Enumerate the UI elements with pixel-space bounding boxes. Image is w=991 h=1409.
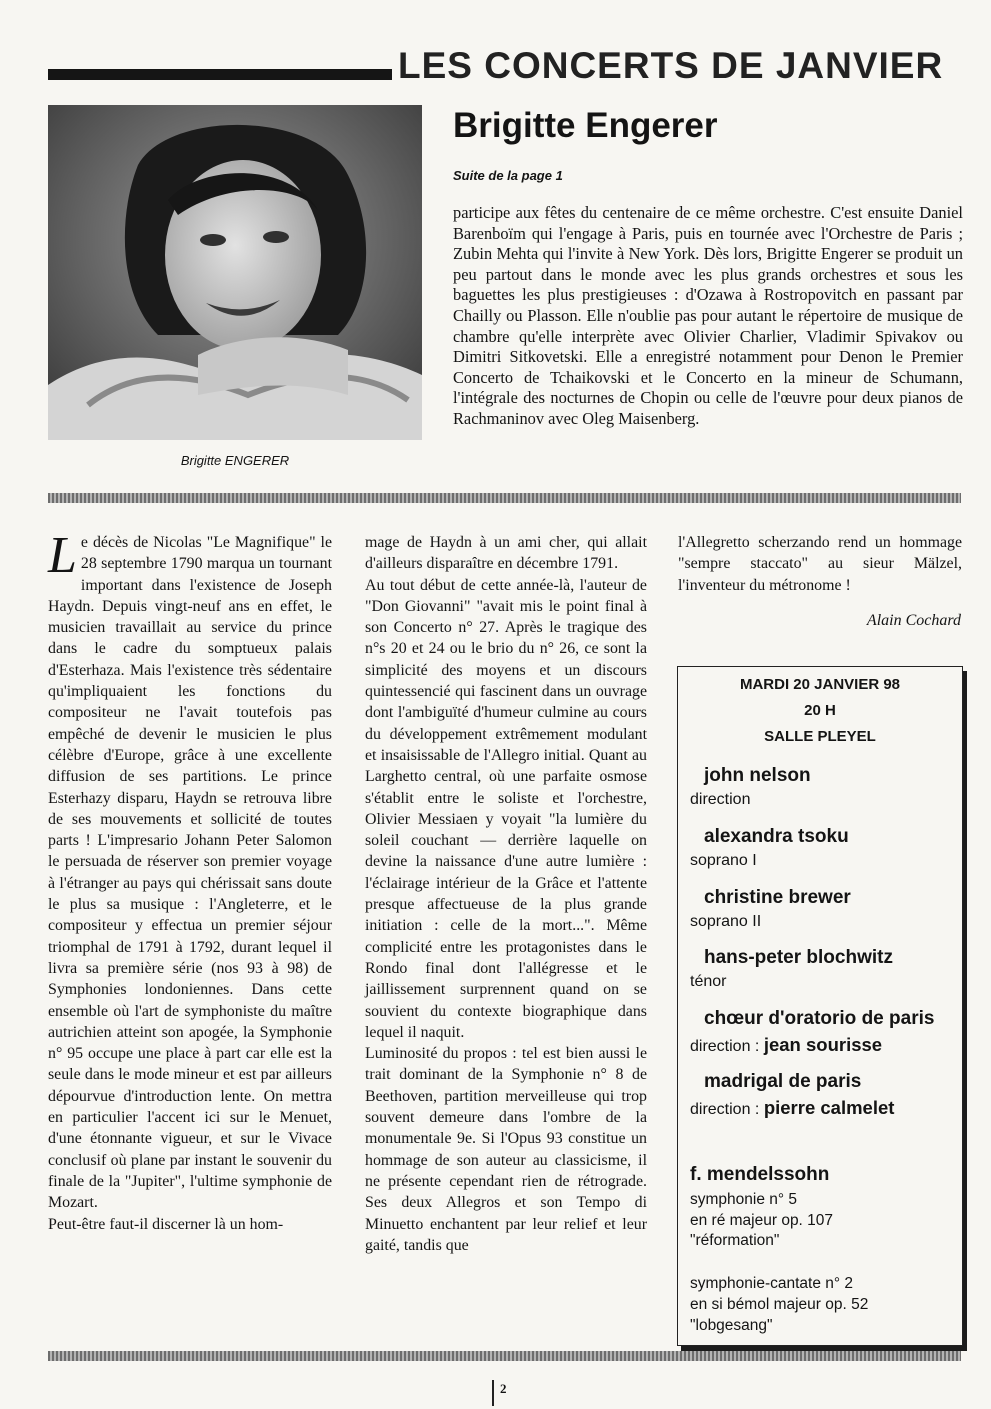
performer-role: soprano I	[690, 852, 757, 869]
concert-date: MARDI 20 JANVIER 98	[739, 676, 901, 693]
performer-role: direction	[690, 791, 751, 808]
work-line: "réformation"	[690, 1232, 780, 1249]
concert-venue: SALLE PLEYEL	[764, 728, 876, 745]
author-signature: Alain Cochard	[866, 612, 961, 629]
performer-name: chœur d'oratorio de paris	[704, 1008, 935, 1029]
photo-caption: Brigitte ENGERER	[180, 453, 290, 468]
text-column-2	[365, 532, 647, 1256]
performer-name: alexandra tsoku	[704, 826, 849, 847]
performer-role	[690, 1097, 894, 1119]
role-label: direction :	[690, 1101, 760, 1118]
performer-role: ténor	[690, 973, 727, 990]
continued-note: Suite de la page 1	[453, 168, 563, 183]
work-line: en si bémol majeur op. 52	[690, 1296, 869, 1313]
section-divider	[48, 493, 961, 503]
section-title: LES CONCERTS DE JANVIER	[398, 45, 944, 86]
intro-paragraph: participe aux fêtes du centenaire de ce même orchestre. C'est ensuite Daniel Barenboïm qui l'engage à Paris, puis en tournée avec l'Orchestre de Paris ; Zubin Mehta qui l'invite à New York. Dès lors, Brigitte Engerer se produit un peu partout dans le monde avec les plus grands orchestres et sous les baguettes les plus prestigieuses : d'Ozawa à Rostropovitch en passant par Chailly ou Plasson. Elle n'oublie pas pour autant le répertoire de musique de chambre qu'elle interprète avec Olivier Charlier, Vladimir Spivakov ou Dimitri Sitkovetski. Elle a enregistré notamment pour Denon le Premier Concerto de Tchaikovski et le Concerto en la mineur de Schumann, l'intégrale des nocturnes de Chopin ou celle de l'œuvre pour deux pianos de Rachmaninov avec Oleg Maisenberg.	[453, 203, 963, 428]
performer-role	[690, 1034, 882, 1056]
header-rule	[48, 69, 392, 80]
portrait-photo	[48, 105, 422, 440]
composer-name: f. mendelssohn	[690, 1164, 830, 1185]
role-person: pierre calmelet	[763, 1097, 895, 1118]
page-number: 2	[500, 1381, 507, 1396]
paragraph: Au tout début de cette année-là, l'auteur de "Don Giovanni" "avait mis le point final à son Concerto n° 27. Après le tragique des n°s 20 et 24 ou le brio du n° 26, ce sont la simplicité des moyens et un discours quintessencié qui fascinent dans un ouvrage dont l'ambiguïté d'humeur culmine au cours du développement extrêmement modulant et insaisissable de l'Allegro initial. Quant au Larghetto central, où une parfaite osmose s'établit entre le soliste et l'orchestre, Olivier Messiaen y voyait "la lumière du soleil couchant — derrière laquelle on devine la naissance d'une autre lumière : l'éclairage intérieur de la Grâce et l'attente presque affectueuse de la plus grande initiation : celle de la mort...". Même complicité entre les protagonistes dans le Rondo final dont l'allégresse et le jaillissement surprennent quand on se souvient du contexte biographique dans lequel il naquit.	[365, 576, 647, 1041]
text-column-3	[678, 532, 962, 596]
text-column-1	[48, 527, 332, 1235]
page-number-rule	[492, 1380, 494, 1406]
performer-name: hans-peter blochwitz	[704, 947, 893, 968]
paragraph: l'Allegretto scherzando rend un hommage "sempre staccato" au sieur Mälzel, l'inventeur du métronome !	[678, 534, 962, 594]
work-line: "lobgesang"	[690, 1317, 773, 1334]
paragraph: Luminosité du propos : tel est bien aussi le trait dominant de la Symphonie n° 8 de Beethoven, partition merveilleuse qui trop souvent demeure dans l'ombre de la monumentale 9e. Si l'Opus 93 constitue un hommage de son auteur au classicisme, il ne présente cependant rien de rétrograde. Ses deux Allegros et son Tempo di Minuetto enchantent par leur relief et leur gaité, tandis que	[365, 1045, 647, 1254]
role-person: jean sourisse	[763, 1034, 883, 1055]
performer-name: christine brewer	[704, 887, 851, 908]
paragraph	[48, 527, 332, 1214]
paragraph: Peut-être faut-il discerner là un hom-	[48, 1215, 284, 1233]
role-label: direction :	[690, 1038, 760, 1055]
work-line: symphonie n° 5	[690, 1191, 798, 1208]
concert-time: 20 H	[804, 702, 836, 719]
section-divider	[48, 1351, 961, 1361]
paragraph-text: e décès de Nicolas "Le Magnifique" le 28 septembre 1790 marqua un tournant important dans l'existence de Joseph Haydn. Depuis vingt-neuf ans en effet, le musicien travaillait au service du prince dans le cadre du somptueux palais d'Esterhaza. Mais l'existence très sédentaire qu'impliquaient les fonctions du compositeur ne l'avait toutefois pas empêché de devenir le musicien le plus célèbre d'Europe, grâce à une excellente diffusion de ses partitions. Le prince Esterhazy disparu, Haydn se retrouva libre de ses mouvements et sollicité de toutes parts ! L'impresario Johann Peter Salomon le persuada de réserver son premier voyage à l'étranger au pays qui chérissait sans doute le plus sa musique : l'Angleterre, et le compositeur y effectua un premier séjour triomphal de 1791 à 1792, durant lequel il livra sa première série (nos 93 à 98) de Symphonies londoniennes. Dans cette ensemble où l'art de symphoniste du maître autrichien atteint son apogée, la Symphonie n° 95 occupe une place à part car elle est la seule dans le mode mineur et est par ailleurs dépourvue d'introduction lente. On mettra en particulier l'accent ici sur le Menuet, d'une étonnante vigueur, et sur le Vivace conclusif où plane par instant le souvenir du finale de la "Jupiter", l'ultime symphonie de Mozart.	[48, 534, 332, 1212]
drop-cap: L	[48, 527, 77, 584]
performer-name: john nelson	[704, 765, 811, 786]
work-line: symphonie-cantate n° 2	[690, 1275, 854, 1292]
portrait-image	[48, 105, 422, 440]
paragraph: mage de Haydn à un ami cher, qui allait d'ailleurs disparaître en décembre 1791.	[365, 534, 647, 573]
performer-name: madrigal de paris	[704, 1071, 862, 1092]
article-title: Brigitte Engerer	[453, 106, 718, 145]
work-line: en ré majeur op. 107	[690, 1212, 834, 1229]
concert-info-box	[677, 666, 963, 1346]
performer-role: soprano II	[690, 913, 762, 930]
